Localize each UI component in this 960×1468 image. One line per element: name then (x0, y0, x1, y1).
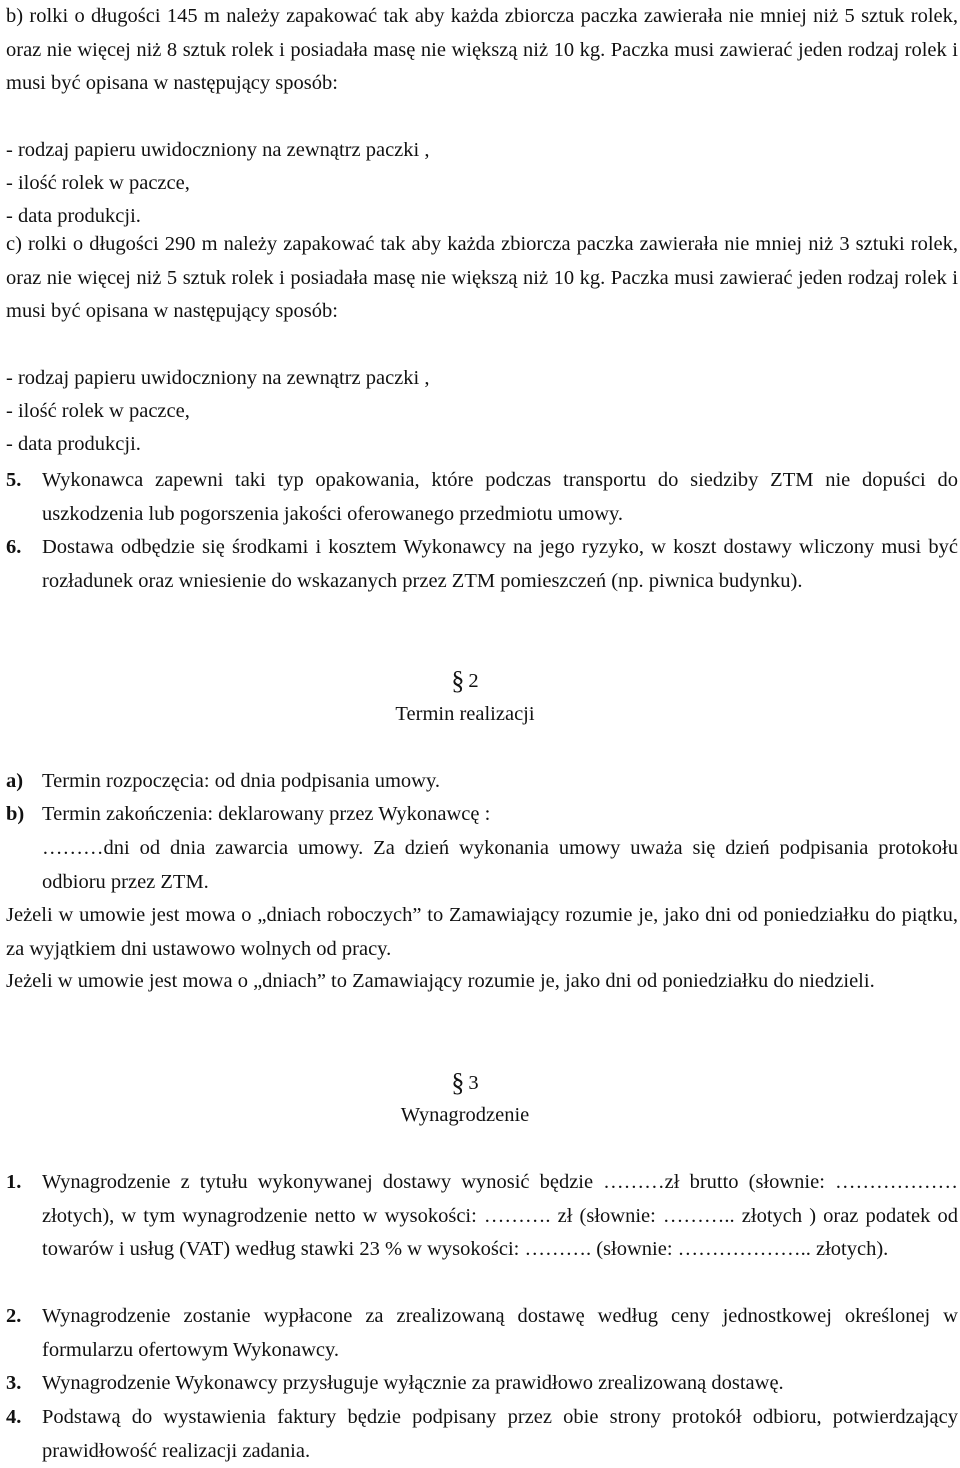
item-c-line-1: - rodzaj papieru uwidoczniony na zewnątrz paczki , (6, 367, 430, 389)
working-days-paragraph: Jeżeli w umowie jest mowa o „dniach roboczych” to Zamawiający rozumie je, jako dni od poniedziałku do piątku, za wyjątkiem dni ustawowo wolnych od pracy. (6, 904, 958, 960)
item-6-number: 6. (6, 536, 22, 558)
remuneration-item-3-text: Wynagrodzenie Wykonawcy przysługuje wyłącznie za prawidłowo zrealizowaną dostawę. (42, 1372, 784, 1394)
item-b-line-2: - ilość rolek w paczce, (6, 172, 190, 194)
item-a-label: a) (6, 770, 24, 792)
item-5-number: 5. (6, 469, 22, 491)
item-b2-text: Termin zakończenia: deklarowany przez Wykonawcę : (42, 803, 491, 825)
section-2-title: Termin realizacji (395, 703, 535, 725)
days-paragraph: Jeżeli w umowie jest mowa o „dniach” to Zamawiający rozumie je, jako dni od poniedziałku do niedzieli. (6, 970, 875, 992)
item-b-paragraph: b) rolki o długości 145 m należy zapakować tak aby każda zbiorcza paczka zawierała nie mniej niż 5 sztuk rolek, oraz nie więcej niż 8 sztuk rolek i posiadała masę nie większą niż 10 kg. Paczka musi zawierać jeden rodzaj rolek i musi być opisana w następujący sposób: (6, 5, 958, 95)
section-symbol: § (451, 666, 465, 695)
item-b-line-3: - data produkcji. (6, 205, 141, 227)
item-a-text: Termin rozpoczęcia: od dnia podpisania umowy. (42, 770, 440, 792)
item-5-text: Wykonawca zapewni taki typ opakowania, które podczas transportu do siedziby ZTM nie dopuści do uszkodzenia lub pogorszenia jakości oferowanego przedmiotu umowy. (42, 469, 958, 525)
remuneration-item-4-number: 4. (6, 1406, 22, 1428)
item-b-line-1: - rodzaj papieru uwidoczniony na zewnątrz paczki , (6, 139, 430, 161)
section-2-number-value: 2 (468, 670, 479, 692)
section-symbol: § (451, 1068, 465, 1097)
remuneration-item-2-number: 2. (6, 1305, 22, 1327)
section-2-number (0, 664, 930, 699)
item-6-text: Dostawa odbędzie się środkami i kosztem Wykonawcy na jego ryzyko, w koszt dostawy wliczony musi być rozładunek oraz wniesienie do wskazanych przez ZTM pomieszczeń (np. piwnica budynku). (42, 536, 958, 592)
item-c-line-2: - ilość rolek w paczce, (6, 400, 190, 422)
remuneration-item-3-number: 3. (6, 1372, 22, 1394)
remuneration-item-1-text: Wynagrodzenie z tytułu wykonywanej dostawy wynosić będzie ………zł brutto (słownie: ………………złotych), w tym wynagrodzenie netto w wysokości: ………. zł (słownie: ……….. złotych ) oraz podatek od towarów i usług (VAT) według stawki 23 % w wysokości: ………. (słownie: ……………….. złotych). (42, 1171, 958, 1261)
item-c-line-3: - data produkcji. (6, 433, 141, 455)
remuneration-item-2-text: Wynagrodzenie zostanie wypłacone za zrealizowaną dostawę według ceny jednostkowej określonej w formularzu ofertowym Wykonawcy. (42, 1305, 958, 1361)
remuneration-item-1-number: 1. (6, 1171, 22, 1193)
item-b2-continuation: ………dni od dnia zawarcia umowy. Za dzień wykonania umowy uważa się dzień podpisania protokołu odbioru przez ZTM. (42, 837, 958, 893)
item-c-paragraph: c) rolki o długości 290 m należy zapakować tak aby każda zbiorcza paczka zawierała nie mniej niż 3 sztuki rolek, oraz nie więcej niż 5 sztuk rolek i posiadała masę nie większą niż 10 kg. Paczka musi zawierać jeden rodzaj rolek i musi być opisana w następujący sposób: (6, 233, 958, 323)
remuneration-item-4-text: Podstawą do wystawienia faktury będzie podpisany przez obie strony protokół odbioru, potwierdzający prawidłowość realizacji zadania. (42, 1406, 958, 1462)
item-b2-label: b) (6, 803, 25, 825)
section-3-number-value: 3 (468, 1072, 479, 1094)
section-3-title: Wynagrodzenie (400, 1104, 530, 1126)
section-3-number (0, 1066, 930, 1101)
